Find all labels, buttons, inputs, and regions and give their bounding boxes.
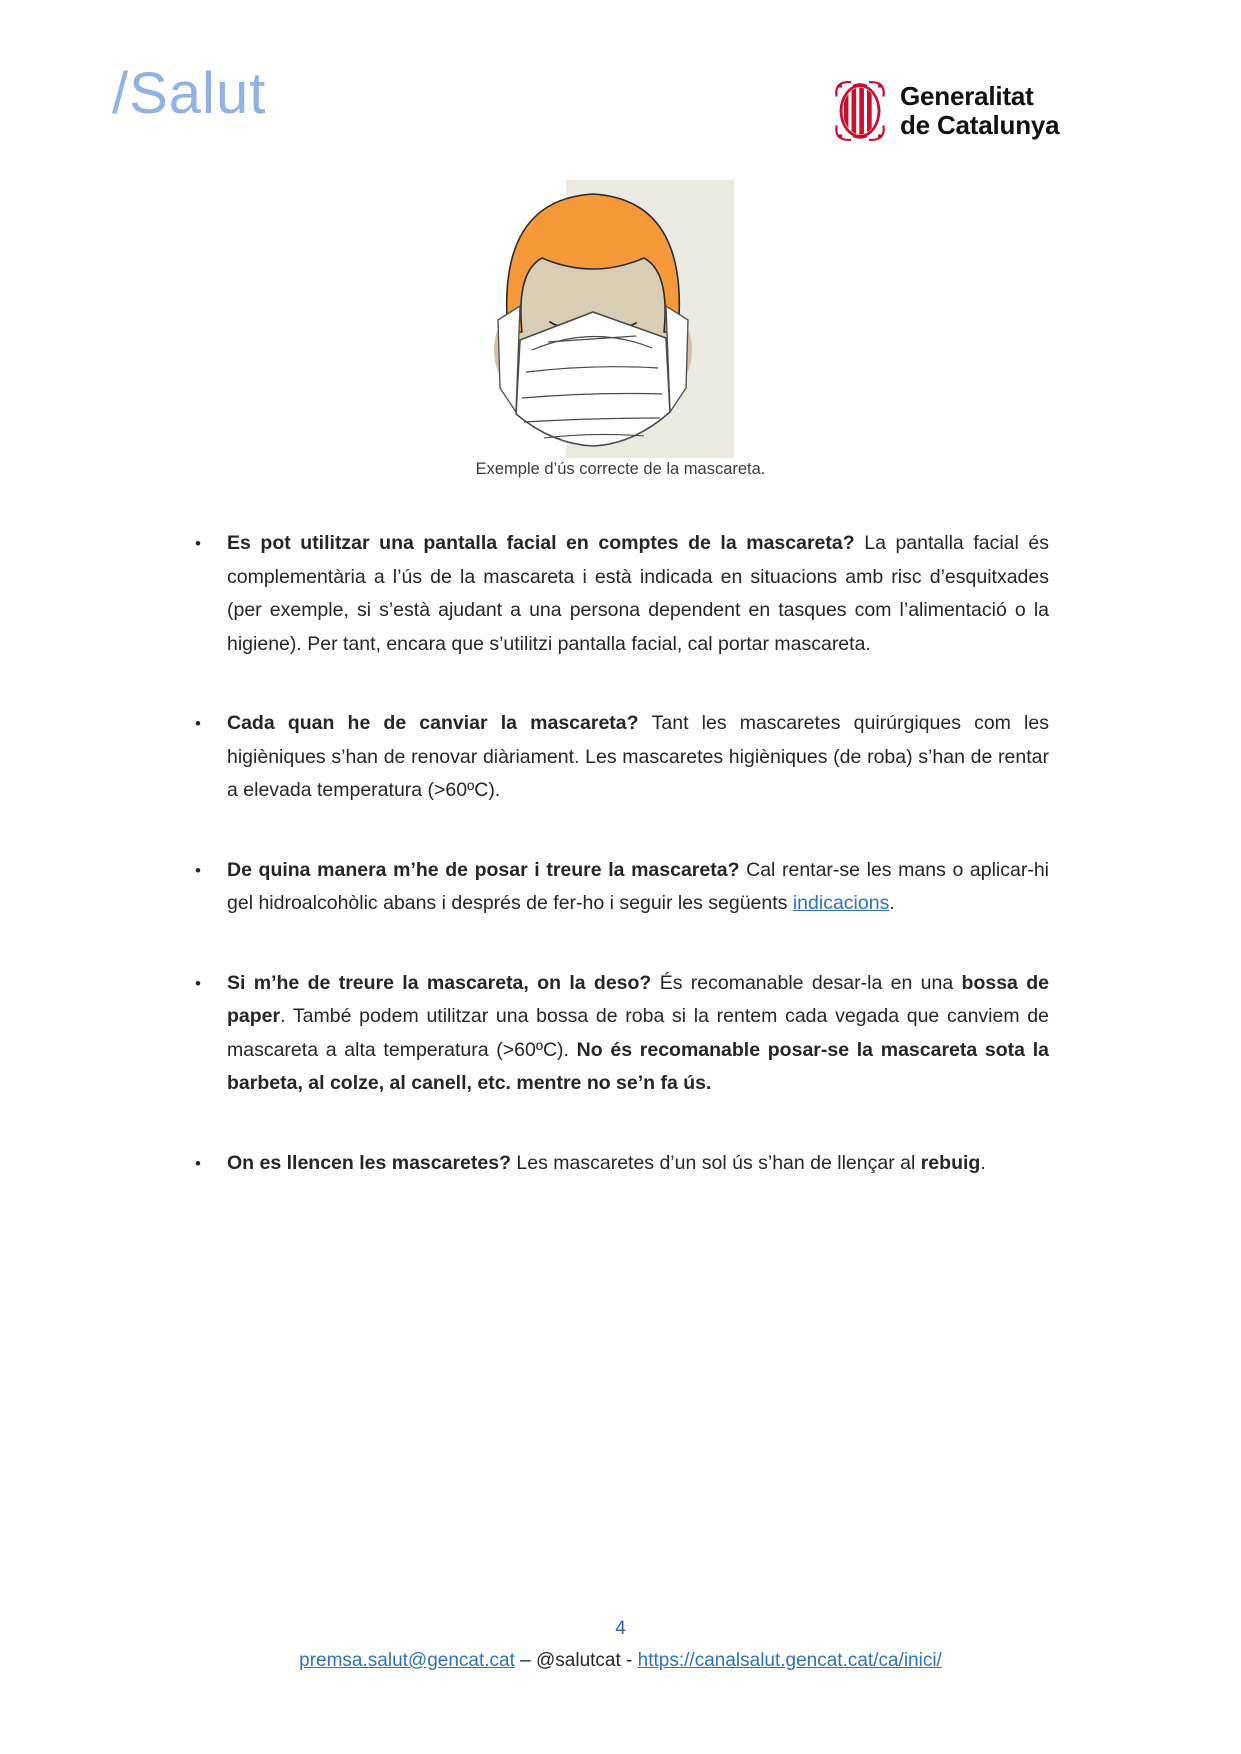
figure-caption: Exemple d’ús correcte de la mascareta. (475, 460, 766, 478)
bullet-text: Cada quan he de canviar la mascareta? Tant les mascaretes quirúrgiques com les higièniques s’han de renovar diàriament. Les mascaretes higièniques (de roba) s’han de rentar a elevada temperatura (>60ºC). (227, 712, 1049, 801)
bullet-text: De quina manera m’he de posar i treure la mascareta? Cal rentar-se les mans o aplicar-hi gel hidroalcohòlic abans i després de fer-ho i seguir les següents indicacions. (227, 858, 1050, 914)
footer-separator: – (514, 1650, 536, 1671)
page-number: 4 (615, 1618, 626, 1639)
footer-separator: - (620, 1650, 638, 1671)
bullet-icon: • (195, 1153, 201, 1173)
bullet-item-llencar-mascaretes (195, 1147, 1049, 1181)
bullet-icon: • (195, 534, 201, 553)
bullet-text: Es pot utilitzar una pantalla facial en comptes de la mascareta? La pantalla facial és complementària a l’ús de la mascareta i està indicada en situacions amb risc d’esquitxades (per exemple, si s’està ajudant a una persona dependent en tasques com l’alimentació o la higiene). Per tant, encara que s’utilitzi pantalla facial, cal portar mascareta. (227, 532, 1050, 655)
salut-logo: /Salut (112, 61, 267, 126)
bullet-icon: • (195, 714, 201, 733)
generalitat-wordmark-line1: Generalitat (900, 80, 1034, 111)
footer-contact-line (0, 1650, 1241, 1672)
generalitat-shield-icon (833, 78, 887, 144)
generalitat-wordmark (900, 82, 1059, 140)
generalitat-wordmark-line2: de Catalunya (900, 110, 1060, 140)
bullet-item-desar-mascareta (195, 967, 1049, 1101)
footer-twitter-handle: @salutcat (536, 1650, 621, 1671)
bullet-item-posar-treure (195, 854, 1050, 921)
bullet-text: On es llencen les mascaretes? Les mascaretes d’un sol ús s’han de llençar al rebuig. (227, 1151, 986, 1174)
inline-link-indicacions[interactable]: indicacions (792, 892, 890, 914)
bullet-item-pantalla-facial (195, 527, 1050, 661)
footer-email-link[interactable]: premsa.salut@gencat.cat (299, 1650, 515, 1671)
bullet-text: Si m’he de treure la mascareta, on la deso? És recomanable desar-la en una bossa de paper. També podem utilitzar una bossa de roba si la rentem cada vegada que canviem de mascareta a alta temperatura (>60ºC). No és recomanable posar-se la mascareta sota la barbeta, al colze, al canell, etc. mentre no se’n fa ús. (227, 971, 1049, 1094)
footer-url-link[interactable]: https://canalsalut.gencat.cat/ca/inici/ (637, 1650, 942, 1671)
bullet-list (195, 527, 1050, 1226)
mask-illustration-drawing (448, 160, 738, 458)
mask-illustration (448, 160, 738, 458)
generalitat-logo (833, 78, 1059, 144)
bullet-item-canviar-mascareta (195, 707, 1049, 808)
bullet-icon: • (195, 860, 201, 880)
bullet-icon: • (195, 973, 201, 993)
